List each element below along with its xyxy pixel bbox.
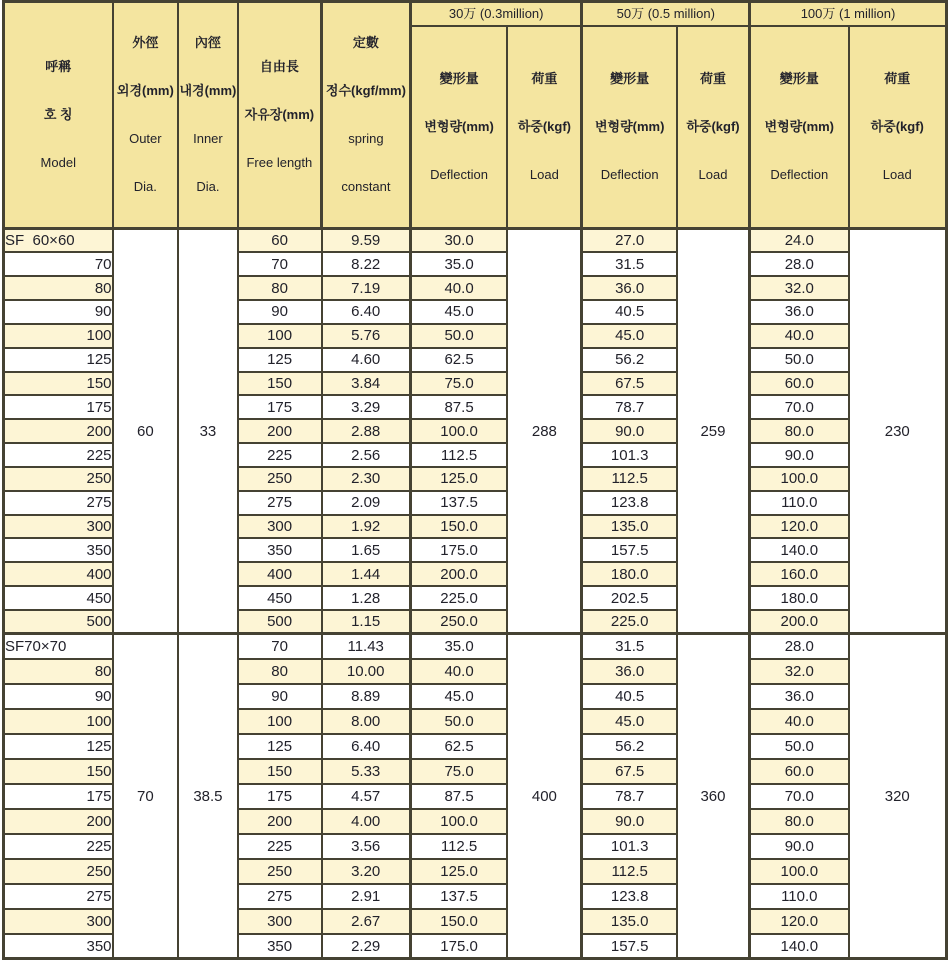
deflection-1m-cell: 28.0 xyxy=(750,634,849,659)
deflection-300k-cell: 87.5 xyxy=(410,395,507,419)
table-row xyxy=(4,229,947,253)
deflection-1m-cell: 200.0 xyxy=(750,610,849,634)
deflection-500k-cell: 27.0 xyxy=(582,229,677,253)
header-deflection-hanja: 變形量 xyxy=(779,70,819,86)
deflection-1m-cell: 32.0 xyxy=(750,276,849,300)
deflection-1m-cell: 140.0 xyxy=(750,934,849,959)
free-length-cell: 100 xyxy=(238,324,322,348)
free-length-cell: 500 xyxy=(238,610,322,634)
free-length-cell: 80 xyxy=(238,659,322,684)
deflection-1m-cell: 60.0 xyxy=(750,372,849,396)
header-model-hanja: 呼稱 xyxy=(45,59,72,74)
header-outer-en2: Dia. xyxy=(133,179,157,194)
free-length-cell: 125 xyxy=(238,734,322,759)
deflection-1m-cell: 80.0 xyxy=(750,809,849,834)
header-load-korean: 하중(kgf) xyxy=(686,118,740,134)
spec-table xyxy=(2,0,948,960)
deflection-500k-cell: 135.0 xyxy=(582,909,677,934)
deflection-300k-cell: 30.0 xyxy=(410,229,507,253)
spring-constant-cell: 3.56 xyxy=(322,834,411,859)
header-freelen-korean: 자유장(mm) xyxy=(244,107,315,122)
header-constant-hanja: 定數 xyxy=(352,35,379,50)
deflection-1m-cell: 50.0 xyxy=(750,734,849,759)
deflection-300k-cell: 100.0 xyxy=(410,419,507,443)
free-length-cell: 275 xyxy=(238,491,322,515)
header-deflection-en: Deflection xyxy=(600,166,659,182)
model-size-cell: 200 xyxy=(4,419,113,443)
header-outer-en1: Outer xyxy=(129,131,162,146)
header-constant-en2: constant xyxy=(341,179,391,194)
spring-constant-cell: 1.15 xyxy=(322,610,411,634)
spring-constant-cell: 7.19 xyxy=(322,276,411,300)
spring-constant-cell: 1.44 xyxy=(322,562,411,586)
free-length-cell: 450 xyxy=(238,586,322,610)
deflection-1m-cell: 60.0 xyxy=(750,759,849,784)
header-inner-dia xyxy=(178,2,238,229)
deflection-500k-cell: 67.5 xyxy=(582,372,677,396)
model-size-cell: 150 xyxy=(4,372,113,396)
deflection-500k-cell: 135.0 xyxy=(582,515,677,539)
deflection-500k-cell: 31.5 xyxy=(582,634,677,659)
header-group-1m: 100万 (1 million) xyxy=(750,2,947,26)
free-length-cell: 90 xyxy=(238,684,322,709)
header-outer-hanja: 外徑 xyxy=(132,35,159,50)
deflection-300k-cell: 45.0 xyxy=(410,300,507,324)
free-length-cell: 275 xyxy=(238,884,322,909)
spring-constant-cell: 4.60 xyxy=(322,348,411,372)
free-length-cell: 350 xyxy=(238,538,322,562)
deflection-1m-cell: 70.0 xyxy=(750,395,849,419)
deflection-500k-cell: 101.3 xyxy=(582,834,677,859)
header-model-korean: 호 칭 xyxy=(43,107,73,122)
header-deflection-1m xyxy=(750,26,849,229)
free-length-cell: 80 xyxy=(238,276,322,300)
free-length-cell: 350 xyxy=(238,934,322,959)
model-size-cell: 300 xyxy=(4,909,113,934)
header-load-hanja: 荷重 xyxy=(884,70,911,86)
model-size-cell: 100 xyxy=(4,709,113,734)
model-size-cell: 175 xyxy=(4,395,113,419)
free-length-cell: 60 xyxy=(238,229,322,253)
inner-dia-cell: 33 xyxy=(178,229,238,634)
spring-constant-cell: 1.28 xyxy=(322,586,411,610)
load-300k-cell: 288 xyxy=(507,229,582,634)
header-load-hanja: 荷重 xyxy=(531,70,558,86)
model-size-cell: 100 xyxy=(4,324,113,348)
spring-constant-cell: 3.20 xyxy=(322,859,411,884)
load-1m-cell: 230 xyxy=(849,229,947,634)
header-constant-korean: 정수(kgf/mm) xyxy=(325,83,406,98)
deflection-500k-cell: 45.0 xyxy=(582,709,677,734)
deflection-300k-cell: 175.0 xyxy=(410,934,507,959)
spring-constant-cell: 1.65 xyxy=(322,538,411,562)
header-constant-en1: spring xyxy=(348,131,384,146)
free-length-cell: 125 xyxy=(238,348,322,372)
spring-constant-cell: 2.30 xyxy=(322,467,411,491)
inner-dia-cell: 38.5 xyxy=(178,634,238,959)
header-deflection-korean: 변형량(mm) xyxy=(764,118,835,134)
header-free-length xyxy=(238,2,322,229)
spring-constant-cell: 10.00 xyxy=(322,659,411,684)
load-1m-cell: 320 xyxy=(849,634,947,959)
model-size-cell: 250 xyxy=(4,467,113,491)
deflection-500k-cell: 157.5 xyxy=(582,538,677,562)
model-size-cell: 200 xyxy=(4,809,113,834)
model-size-cell: 350 xyxy=(4,538,113,562)
header-inner-en1: Inner xyxy=(193,131,223,146)
deflection-1m-cell: 160.0 xyxy=(750,562,849,586)
outer-dia-cell: 70 xyxy=(113,634,179,959)
deflection-300k-cell: 125.0 xyxy=(410,859,507,884)
model-size-cell: 250 xyxy=(4,859,113,884)
spring-constant-cell: 5.33 xyxy=(322,759,411,784)
spring-constant-cell: 2.91 xyxy=(322,884,411,909)
header-load-korean: 하중(kgf) xyxy=(870,118,924,134)
deflection-300k-cell: 40.0 xyxy=(410,659,507,684)
deflection-300k-cell: 150.0 xyxy=(410,909,507,934)
deflection-500k-cell: 123.8 xyxy=(582,491,677,515)
deflection-1m-cell: 40.0 xyxy=(750,324,849,348)
deflection-300k-cell: 45.0 xyxy=(410,684,507,709)
deflection-500k-cell: 56.2 xyxy=(582,734,677,759)
free-length-cell: 200 xyxy=(238,809,322,834)
deflection-500k-cell: 78.7 xyxy=(582,784,677,809)
model-size-cell: 500 xyxy=(4,610,113,634)
deflection-300k-cell: 50.0 xyxy=(410,709,507,734)
load-500k-cell: 259 xyxy=(677,229,750,634)
deflection-300k-cell: 50.0 xyxy=(410,324,507,348)
header-load-1m xyxy=(849,26,947,229)
header-load-en: Load xyxy=(882,166,912,182)
spring-constant-cell: 6.40 xyxy=(322,300,411,324)
free-length-cell: 250 xyxy=(238,859,322,884)
spring-constant-cell: 2.29 xyxy=(322,934,411,959)
deflection-300k-cell: 35.0 xyxy=(410,634,507,659)
deflection-1m-cell: 110.0 xyxy=(750,884,849,909)
free-length-cell: 200 xyxy=(238,419,322,443)
load-500k-cell: 360 xyxy=(677,634,750,959)
spring-constant-cell: 5.76 xyxy=(322,324,411,348)
deflection-500k-cell: 40.5 xyxy=(582,684,677,709)
spring-constant-cell: 9.59 xyxy=(322,229,411,253)
deflection-300k-cell: 137.5 xyxy=(410,491,507,515)
deflection-1m-cell: 28.0 xyxy=(750,252,849,276)
model-size-cell: 275 xyxy=(4,491,113,515)
header-spring-constant xyxy=(322,2,411,229)
deflection-1m-cell: 32.0 xyxy=(750,659,849,684)
deflection-300k-cell: 100.0 xyxy=(410,809,507,834)
table-row xyxy=(4,634,947,659)
deflection-1m-cell: 100.0 xyxy=(750,467,849,491)
deflection-1m-cell: 100.0 xyxy=(750,859,849,884)
spring-constant-cell: 2.67 xyxy=(322,909,411,934)
deflection-500k-cell: 78.7 xyxy=(582,395,677,419)
deflection-1m-cell: 24.0 xyxy=(750,229,849,253)
deflection-300k-cell: 250.0 xyxy=(410,610,507,634)
free-length-cell: 150 xyxy=(238,372,322,396)
deflection-300k-cell: 200.0 xyxy=(410,562,507,586)
free-length-cell: 70 xyxy=(238,252,322,276)
spring-constant-cell: 2.09 xyxy=(322,491,411,515)
spring-constant-cell: 1.92 xyxy=(322,515,411,539)
model-size-cell: 350 xyxy=(4,934,113,959)
header-deflection-300k xyxy=(410,26,507,229)
header-load-korean: 하중(kgf) xyxy=(517,118,572,134)
model-size-cell: 80 xyxy=(4,276,113,300)
deflection-1m-cell: 110.0 xyxy=(750,491,849,515)
model-cell: SF 60×60 xyxy=(4,229,113,253)
free-length-cell: 300 xyxy=(238,909,322,934)
table-body xyxy=(4,229,947,959)
deflection-1m-cell: 90.0 xyxy=(750,443,849,467)
deflection-500k-cell: 36.0 xyxy=(582,276,677,300)
deflection-1m-cell: 36.0 xyxy=(750,684,849,709)
deflection-500k-cell: 101.3 xyxy=(582,443,677,467)
deflection-300k-cell: 112.5 xyxy=(410,834,507,859)
free-length-cell: 70 xyxy=(238,634,322,659)
spring-constant-cell: 8.22 xyxy=(322,252,411,276)
deflection-500k-cell: 36.0 xyxy=(582,659,677,684)
spring-constant-cell: 11.43 xyxy=(322,634,411,659)
deflection-500k-cell: 112.5 xyxy=(582,859,677,884)
deflection-300k-cell: 137.5 xyxy=(410,884,507,909)
deflection-300k-cell: 175.0 xyxy=(410,538,507,562)
spring-constant-cell: 4.00 xyxy=(322,809,411,834)
deflection-1m-cell: 70.0 xyxy=(750,784,849,809)
free-length-cell: 400 xyxy=(238,562,322,586)
header-load-en: Load xyxy=(529,166,559,182)
model-size-cell: 225 xyxy=(4,834,113,859)
header-outer-korean: 외경(mm) xyxy=(116,83,174,98)
header-deflection-en: Deflection xyxy=(770,166,829,182)
free-length-cell: 150 xyxy=(238,759,322,784)
free-length-cell: 225 xyxy=(238,443,322,467)
deflection-500k-cell: 56.2 xyxy=(582,348,677,372)
spring-constant-cell: 2.56 xyxy=(322,443,411,467)
deflection-1m-cell: 180.0 xyxy=(750,586,849,610)
deflection-1m-cell: 120.0 xyxy=(750,515,849,539)
model-size-cell: 125 xyxy=(4,348,113,372)
spring-constant-cell: 3.84 xyxy=(322,372,411,396)
deflection-1m-cell: 120.0 xyxy=(750,909,849,934)
deflection-500k-cell: 202.5 xyxy=(582,586,677,610)
deflection-500k-cell: 31.5 xyxy=(582,252,677,276)
deflection-300k-cell: 150.0 xyxy=(410,515,507,539)
deflection-500k-cell: 45.0 xyxy=(582,324,677,348)
header-model-en: Model xyxy=(40,155,76,170)
header-load-300k xyxy=(507,26,582,229)
deflection-300k-cell: 40.0 xyxy=(410,276,507,300)
deflection-500k-cell: 225.0 xyxy=(582,610,677,634)
table-header xyxy=(4,2,947,229)
outer-dia-cell: 60 xyxy=(113,229,179,634)
header-deflection-korean: 변형량(mm) xyxy=(594,118,665,134)
deflection-300k-cell: 62.5 xyxy=(410,734,507,759)
model-size-cell: 450 xyxy=(4,586,113,610)
header-outer-dia xyxy=(113,2,179,229)
header-load-500k xyxy=(677,26,750,229)
model-size-cell: 90 xyxy=(4,684,113,709)
deflection-300k-cell: 125.0 xyxy=(410,467,507,491)
deflection-1m-cell: 50.0 xyxy=(750,348,849,372)
header-deflection-500k xyxy=(582,26,677,229)
model-size-cell: 275 xyxy=(4,884,113,909)
deflection-1m-cell: 80.0 xyxy=(750,419,849,443)
load-300k-cell: 400 xyxy=(507,634,582,959)
deflection-1m-cell: 40.0 xyxy=(750,709,849,734)
header-inner-en2: Dia. xyxy=(196,179,220,194)
spring-constant-cell: 6.40 xyxy=(322,734,411,759)
header-freelen-hanja: 自由長 xyxy=(259,59,299,74)
model-size-cell: 400 xyxy=(4,562,113,586)
header-inner-hanja: 內徑 xyxy=(194,35,221,50)
header-load-en: Load xyxy=(698,166,728,182)
header-deflection-hanja: 變形量 xyxy=(439,70,479,86)
deflection-300k-cell: 75.0 xyxy=(410,372,507,396)
deflection-500k-cell: 112.5 xyxy=(582,467,677,491)
header-freelen-en: Free length xyxy=(246,155,313,170)
deflection-300k-cell: 87.5 xyxy=(410,784,507,809)
deflection-500k-cell: 157.5 xyxy=(582,934,677,959)
deflection-500k-cell: 180.0 xyxy=(582,562,677,586)
free-length-cell: 250 xyxy=(238,467,322,491)
header-deflection-korean: 변형량(mm) xyxy=(424,118,494,134)
header-deflection-en: Deflection xyxy=(430,166,488,182)
spring-constant-cell: 4.57 xyxy=(322,784,411,809)
model-size-cell: 225 xyxy=(4,443,113,467)
deflection-300k-cell: 35.0 xyxy=(410,252,507,276)
spring-constant-cell: 3.29 xyxy=(322,395,411,419)
model-size-cell: 90 xyxy=(4,300,113,324)
spring-constant-cell: 8.89 xyxy=(322,684,411,709)
deflection-300k-cell: 75.0 xyxy=(410,759,507,784)
header-deflection-hanja: 變形量 xyxy=(610,70,650,86)
free-length-cell: 100 xyxy=(238,709,322,734)
free-length-cell: 300 xyxy=(238,515,322,539)
deflection-1m-cell: 36.0 xyxy=(750,300,849,324)
deflection-500k-cell: 123.8 xyxy=(582,884,677,909)
header-group-300k: 30万 (0.3million) xyxy=(410,2,582,26)
model-size-cell: 300 xyxy=(4,515,113,539)
model-size-cell: 80 xyxy=(4,659,113,684)
deflection-1m-cell: 90.0 xyxy=(750,834,849,859)
spring-constant-cell: 8.00 xyxy=(322,709,411,734)
deflection-500k-cell: 90.0 xyxy=(582,419,677,443)
spring-constant-cell: 2.88 xyxy=(322,419,411,443)
deflection-300k-cell: 62.5 xyxy=(410,348,507,372)
model-size-cell: 70 xyxy=(4,252,113,276)
free-length-cell: 225 xyxy=(238,834,322,859)
model-cell: SF70×70 xyxy=(4,634,113,659)
model-size-cell: 125 xyxy=(4,734,113,759)
header-load-hanja: 荷重 xyxy=(699,70,726,86)
header-group-500k: 50万 (0.5 million) xyxy=(582,2,750,26)
deflection-500k-cell: 90.0 xyxy=(582,809,677,834)
free-length-cell: 175 xyxy=(238,784,322,809)
deflection-300k-cell: 225.0 xyxy=(410,586,507,610)
deflection-500k-cell: 67.5 xyxy=(582,759,677,784)
deflection-1m-cell: 140.0 xyxy=(750,538,849,562)
free-length-cell: 175 xyxy=(238,395,322,419)
model-size-cell: 175 xyxy=(4,784,113,809)
header-model xyxy=(4,2,113,229)
deflection-500k-cell: 40.5 xyxy=(582,300,677,324)
free-length-cell: 90 xyxy=(238,300,322,324)
deflection-300k-cell: 112.5 xyxy=(410,443,507,467)
header-inner-korean: 내경(mm) xyxy=(179,83,237,98)
model-size-cell: 150 xyxy=(4,759,113,784)
